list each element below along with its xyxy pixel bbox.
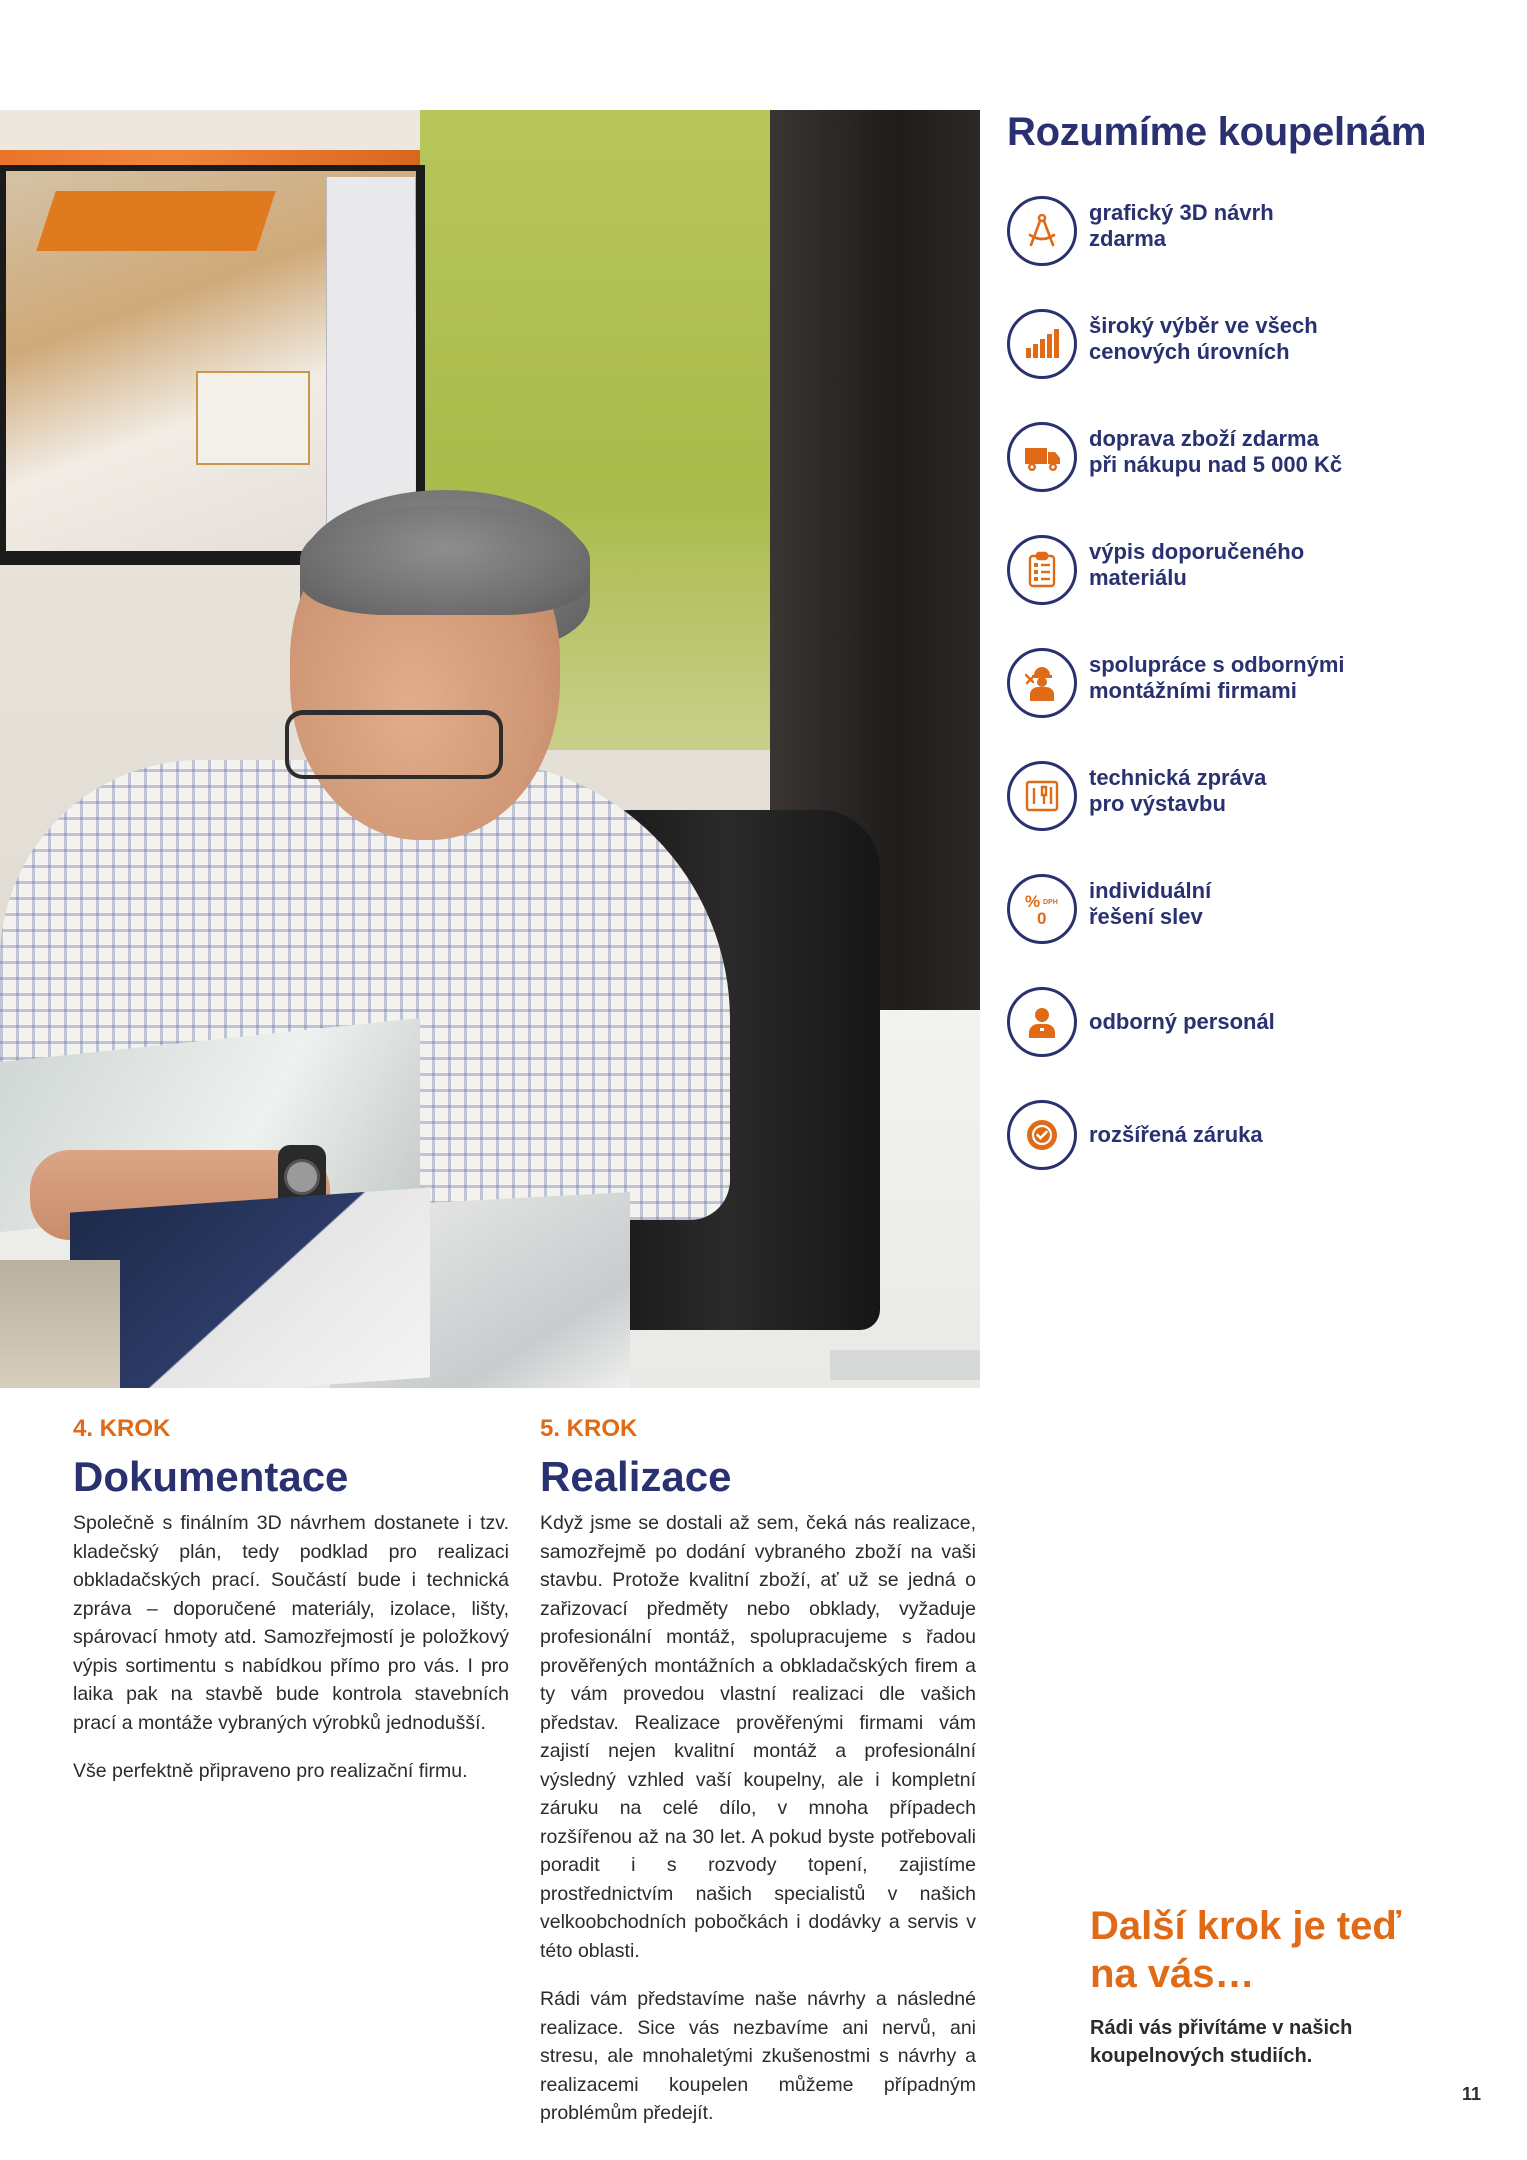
step-body	[73, 1509, 509, 1786]
bar-chart-icon	[1007, 309, 1077, 379]
feature-item	[1007, 309, 1507, 389]
feature-item	[1007, 196, 1507, 276]
step-label: 4. KROK	[73, 1415, 171, 1442]
call-to-action	[1090, 1902, 1430, 2070]
feature-item	[1007, 422, 1507, 502]
dph-text: DPH	[1043, 899, 1058, 906]
cta-title: Další krok je teď na vás…	[1090, 1904, 1402, 1996]
svg-text:0: 0	[1037, 909, 1047, 928]
paragraph: Když jsme se dostali až sem, čeká nás realizace, samozřejmě po dodání vybraného zboží na vaši stavbu. Protože kvalitní zboží, ať už se jedná o zařizovací předměty nebo obklady, vyžaduje profesionální montáž, spolupracujeme s řadou prověřených montážních a obkladačských firem a ty vám provedou vlastní realizaci dle vašich představ. Realizace prověřenými firmami vám zajistí nejen kvalitní montáž a profesionální výsledný vzhled vaší koupelny, ale i kompletní záruku na celé dílo, v mnoha případech rozšířenou až na 30 let. A pokud byste potřebovali poradit i s rozvody topení, zajistíme prostřednictvím našich specialistů v našich velkoobchodních pobočkách i dodávky a servis v této oblasti.	[540, 1512, 976, 1962]
step-5-section	[540, 1415, 976, 2148]
paragraph: Vše perfektně připraveno pro realizační firmu.	[73, 1760, 468, 1782]
paragraph: Společně s finálním 3D návrhem dostanete i tzv. kladečský plán, tedy podklad pro realizaci obkladačských prací. Součástí bude i technická zpráva – doporučené materiály, izolace, lišty, spárovací hmoty atd. Samozřejmostí je položkový výpis sortimentu s nabídkou přímo pro vás. I pro laika pak na stavbě bude kontrola stavebních prací a montáže vybraných výrobků jednodušší.	[73, 1512, 509, 1734]
compass-icon	[1007, 196, 1077, 266]
feature-label: spolupráce s odbornými montážními firmami	[1089, 652, 1345, 703]
feature-label: individuální řešení slev	[1089, 878, 1212, 929]
page-number: 11	[1462, 2084, 1482, 2104]
truck-icon	[1007, 422, 1077, 492]
staff-icon	[1007, 987, 1077, 1057]
feature-item	[1007, 1100, 1507, 1180]
worker-icon	[1007, 648, 1077, 718]
feature-item	[1007, 874, 1507, 954]
feature-label: výpis doporučeného materiálu	[1089, 539, 1305, 590]
checklist-icon	[1007, 535, 1077, 605]
monitor-screen-3d-design	[6, 171, 416, 551]
feature-item	[1007, 648, 1507, 728]
paragraph: Rádi vám představíme naše návrhy a následné realizace. Sice vás nezbavíme ani nervů, ani stresu, ale mnohaletými zkušenostmi s návrhy a realizacemi koupelen můžeme případným problémům předejít.	[540, 1988, 976, 2124]
hero-photo	[0, 110, 980, 1388]
warranty-badge-icon	[1007, 1100, 1077, 1170]
step-4-section	[73, 1415, 509, 1806]
feature-label: grafický 3D návrh zdarma	[1089, 200, 1274, 251]
feature-item	[1007, 535, 1507, 615]
feature-item	[1007, 761, 1507, 841]
catalog	[0, 1260, 120, 1388]
catalog	[70, 1187, 430, 1388]
step-body	[540, 1509, 976, 2128]
feature-label: doprava zboží zdarma při nákupu nad 5 000 Kč	[1089, 426, 1343, 477]
feature-label: rozšířená záruka	[1089, 1122, 1263, 1147]
percent-dph-icon	[1007, 874, 1077, 944]
feature-item	[1007, 987, 1507, 1067]
person-glasses	[285, 710, 503, 779]
software-panel	[326, 177, 415, 547]
svg-text:%: %	[1025, 892, 1041, 911]
feature-label: široký výběr ve všech cenových úrovních	[1089, 313, 1318, 364]
feature-label: technická zpráva pro výstavbu	[1089, 765, 1267, 816]
blueprint-tools-icon	[1007, 761, 1077, 831]
step-title: Dokumentace	[73, 1453, 349, 1500]
step-label: 5. KROK	[540, 1415, 638, 1442]
cta-text: Rádi vás přivítáme v našich koupelnových studiích.	[1090, 2017, 1353, 2067]
step-title: Realizace	[540, 1453, 732, 1500]
features-title: Rozumíme koupelnám	[1007, 110, 1427, 154]
feature-label: odborný personál	[1089, 1009, 1275, 1034]
